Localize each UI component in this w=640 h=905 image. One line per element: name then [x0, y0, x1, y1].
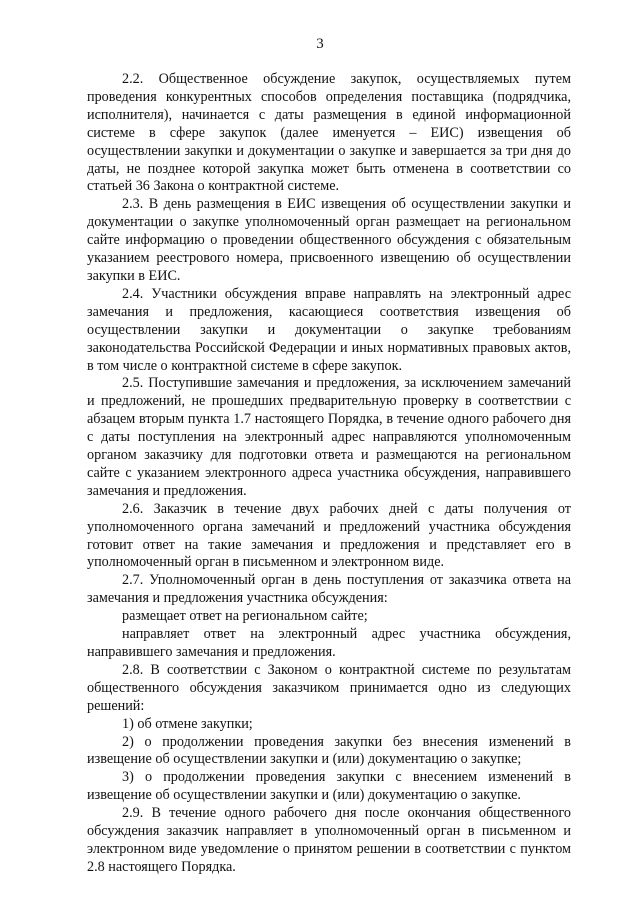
paragraph-2-2: 2.2. Общественное обсуждение закупок, осуществляемых путем проведения конкурентных способов определения поставщика (подрядчика, исполнителя), начинается с даты размещения в единой информационной системе в сфере закупок (далее именуется – ЕИС) извещения об осуществлении закупки и документации о закупке и завершается за три дня до даты, не позднее которой закупка может быть отменена в соответствии со статьей 36 Закона о контрактной системе. — [87, 71, 571, 195]
page-number: 3 — [316, 36, 324, 52]
paragraph-2-7-item-1: размещает ответ на региональном сайте; — [122, 608, 368, 625]
document-body — [87, 71, 571, 877]
paragraph-2-8-item-2: 2) о продолжении проведения закупки без внесения изменений в извещение об осуществлении закупки и (или) документацию о закупке; — [87, 733, 571, 768]
paragraph-2-5: 2.5. Поступившие замечания и предложения, за исключением замечаний и предложений, не прошедших предварительную проверку в соответствии с абзацем вторым пункта 1.7 настоящего Порядка, в течение одного рабочего дня с даты поступления на электронный адрес направляются уполномоченным органом заказчику для подготовки ответа и размещаются на региональном сайте с указанием электронного адреса участника обсуждения, направившего замечания и предложения. — [87, 375, 571, 499]
paragraph-2-3: 2.3. В день размещения в ЕИС извещения об осуществлении закупки и документации о закупке уполномоченный орган размещает на региональном сайте информацию о проведении общественного обсуждения с обязательным указанием реестрового номера, присвоенного извещению об осуществлении закупки в ЕИС. — [87, 196, 571, 284]
paragraph-2-6: 2.6. Заказчик в течение двух рабочих дней с даты получения от уполномоченного органа замечаний и предложений участника обсуждения готовит ответ на такие замечания и предложения и представляет его в уполномоченный орган в письменном и электронном виде. — [87, 500, 571, 571]
paragraph-2-4: 2.4. Участники обсуждения вправе направлять на электронный адрес замечания и предложения, касающиеся соответствия извещения об осуществлении закупки и документации о закупке требованиям законодательства Российской Федерации и иных нормативных правовых актов, в том числе о контрактной системе в сфере закупок. — [87, 285, 571, 374]
paragraph-2-7-item-2: направляет ответ на электронный адрес участника обсуждения, направившего замечания и предложения. — [87, 626, 571, 660]
paragraph-2-9: 2.9. В течение одного рабочего дня после окончания общественного обсуждения заказчик направляет в уполномоченный орган в письменном и электронном виде уведомление о принятом решении в соответствии с пунктом 2.8 настоящего Порядка. — [87, 805, 571, 875]
paragraph-2-8: 2.8. В соответствии с Законом о контрактной системе по результатам общественного обсуждения заказчиком принимается одно из следующих решений: — [87, 661, 571, 714]
paragraph-2-8-item-1: 1) об отмене закупки; — [122, 715, 253, 732]
paragraph-2-7: 2.7. Уполномоченный орган в день поступления от заказчика ответа на замечания и предложения участника обсуждения: — [87, 572, 571, 607]
paragraph-2-8-item-3: 3) о продолжении проведения закупки с внесением изменений в извещение об осуществлении закупки и (или) документацию о закупке. — [87, 769, 571, 804]
